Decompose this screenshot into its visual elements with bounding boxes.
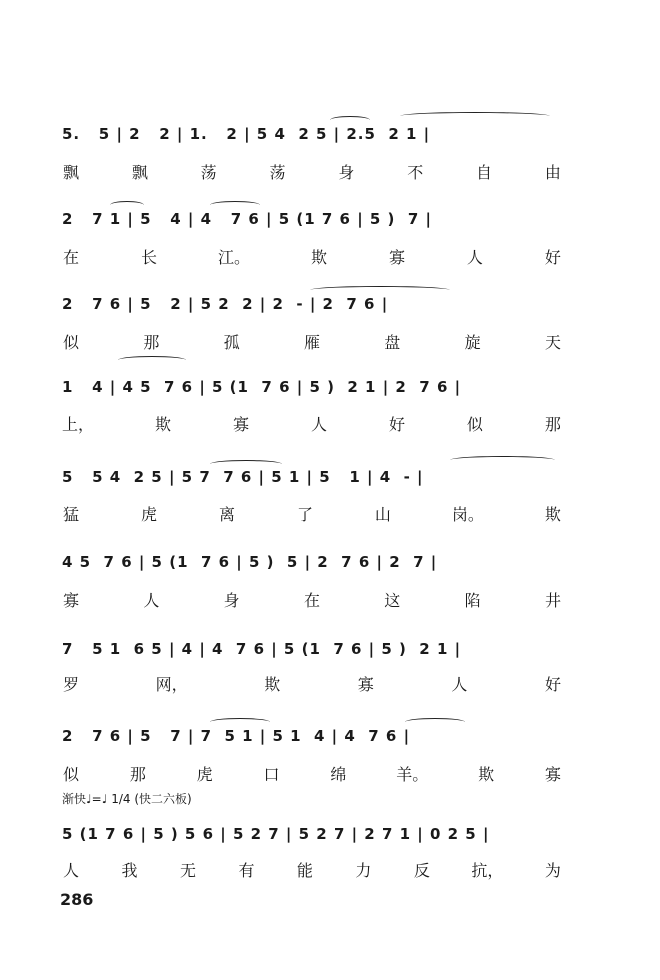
lyric: 离 bbox=[218, 505, 235, 524]
lyrics-row-6 bbox=[62, 588, 562, 611]
lyric: 在 bbox=[303, 591, 320, 610]
lyric: 这 bbox=[384, 591, 401, 610]
lyric: 反 bbox=[413, 861, 430, 880]
tempo-marking: 渐快♩=♩ 1/4 (快二六板) bbox=[62, 792, 192, 806]
lyric: 天 bbox=[544, 333, 561, 352]
slur-arc bbox=[110, 201, 144, 209]
lyric: 似 bbox=[62, 765, 79, 784]
lyric: 井 bbox=[544, 591, 561, 610]
lyric: 人 bbox=[143, 591, 160, 610]
lyric: 似 bbox=[466, 415, 483, 434]
lyric: 好 bbox=[544, 675, 561, 694]
notation-row-1: 5. 5 | 2 2 | 1. 2 | 5 4 2 5 | 2.5 2 1 | bbox=[62, 125, 431, 143]
lyrics-row-3 bbox=[62, 330, 562, 353]
lyric: 寡 bbox=[232, 415, 249, 434]
lyric: 江。 bbox=[217, 248, 250, 267]
lyric: 能 bbox=[296, 861, 313, 880]
lyric: 羊。 bbox=[396, 765, 429, 784]
lyrics-row-4 bbox=[62, 412, 562, 435]
slur-arc bbox=[310, 286, 450, 294]
lyric: 人 bbox=[310, 415, 327, 434]
notation-row-3: 2 7 6 | 5 2 | 5 2 2 | 2 - | 2 7 6 | bbox=[62, 295, 389, 313]
lyric: 由 bbox=[544, 163, 561, 182]
lyric: 好 bbox=[544, 248, 561, 267]
lyric: 那 bbox=[143, 333, 160, 352]
lyric: 身 bbox=[223, 591, 240, 610]
lyrics-row-2 bbox=[62, 245, 562, 268]
slur-arc bbox=[210, 460, 282, 468]
lyric: 虎 bbox=[140, 505, 157, 524]
lyric: 了 bbox=[296, 505, 313, 524]
lyric: 在 bbox=[62, 248, 79, 267]
lyrics-row-8 bbox=[62, 762, 562, 785]
lyric: 绵 bbox=[330, 765, 347, 784]
notation-row-4: 1 4 | 4 5 7 6 | 5 (1 7 6 | 5 ) 2 1 | 2 7 6 | bbox=[62, 378, 462, 396]
lyric: 好 bbox=[388, 415, 405, 434]
lyric: 欺 bbox=[154, 415, 171, 434]
page-number: 286 bbox=[60, 890, 94, 909]
slur-arc bbox=[330, 116, 370, 124]
notation-row-6: 4 5 7 6 | 5 (1 7 6 | 5 ) 5 | 2 7 6 | 2 7 | bbox=[62, 553, 438, 571]
lyric: 无 bbox=[179, 861, 196, 880]
lyrics-row-5 bbox=[62, 502, 562, 525]
slur-arc bbox=[400, 112, 550, 120]
lyric: 荡 bbox=[200, 163, 217, 182]
lyric: 寡 bbox=[62, 591, 79, 610]
lyric: 旋 bbox=[464, 333, 481, 352]
lyric: 那 bbox=[544, 415, 561, 434]
lyric: 身 bbox=[338, 163, 355, 182]
lyric: 上， bbox=[62, 415, 95, 434]
notation-row-8: 2 7 6 | 5 7 | 7 5 1 | 5 1 4 | 4 7 6 | bbox=[62, 727, 411, 745]
lyric: 力 bbox=[355, 861, 372, 880]
lyric: 飘 bbox=[62, 163, 79, 182]
lyric: 虎 bbox=[196, 765, 213, 784]
lyric: 盘 bbox=[384, 333, 401, 352]
slur-arc bbox=[210, 718, 270, 726]
lyric: 猛 bbox=[62, 505, 79, 524]
lyric: 罗 bbox=[62, 675, 79, 694]
lyric: 不 bbox=[407, 163, 424, 182]
slur-arc bbox=[450, 456, 555, 464]
slur-arc bbox=[405, 718, 465, 726]
lyric: 抗， bbox=[471, 861, 504, 880]
lyric: 人 bbox=[451, 675, 468, 694]
lyrics-row-7 bbox=[62, 672, 562, 695]
lyric: 为 bbox=[544, 861, 561, 880]
lyric: 人 bbox=[62, 861, 79, 880]
lyric: 似 bbox=[62, 333, 79, 352]
lyric: 寡 bbox=[357, 675, 374, 694]
lyric: 有 bbox=[238, 861, 255, 880]
lyric: 雁 bbox=[303, 333, 320, 352]
lyric: 岗。 bbox=[451, 505, 484, 524]
lyric: 欺 bbox=[544, 505, 561, 524]
lyric: 那 bbox=[129, 765, 146, 784]
lyric: 飘 bbox=[131, 163, 148, 182]
lyric: 欺 bbox=[310, 248, 327, 267]
lyric: 山 bbox=[374, 505, 391, 524]
lyric: 长 bbox=[140, 248, 157, 267]
lyric: 人 bbox=[466, 248, 483, 267]
lyric: 孤 bbox=[223, 333, 240, 352]
lyric: 欺 bbox=[264, 675, 281, 694]
lyric: 口 bbox=[263, 765, 280, 784]
notation-row-9: 5 (1 7 6 | 5 ) 5 6 | 5 2 7 | 5 2 7 | 2 7 1 | 0 2 5 | bbox=[62, 825, 490, 843]
slur-arc bbox=[210, 201, 260, 209]
lyrics-row-1 bbox=[62, 160, 562, 183]
notation-row-5: 5 5 4 2 5 | 5 7 7 6 | 5 1 | 5 1 | 4 - | bbox=[62, 468, 424, 486]
lyric: 自 bbox=[476, 163, 493, 182]
notation-row-2: 2 7 1 | 5 4 | 4 7 6 | 5 (1 7 6 | 5 ) 7 | bbox=[62, 210, 432, 228]
lyric: 陷 bbox=[464, 591, 481, 610]
lyric: 欺 bbox=[478, 765, 495, 784]
slur-arc bbox=[118, 356, 186, 364]
lyric: 寡 bbox=[388, 248, 405, 267]
lyric: 荡 bbox=[269, 163, 286, 182]
lyric: 寡 bbox=[544, 765, 561, 784]
lyric: 我 bbox=[121, 861, 138, 880]
lyric: 网， bbox=[155, 675, 188, 694]
notation-row-7: 7 5 1 6 5 | 4 | 4 7 6 | 5 (1 7 6 | 5 ) 2 1 | bbox=[62, 640, 462, 658]
lyrics-row-9 bbox=[62, 858, 562, 881]
